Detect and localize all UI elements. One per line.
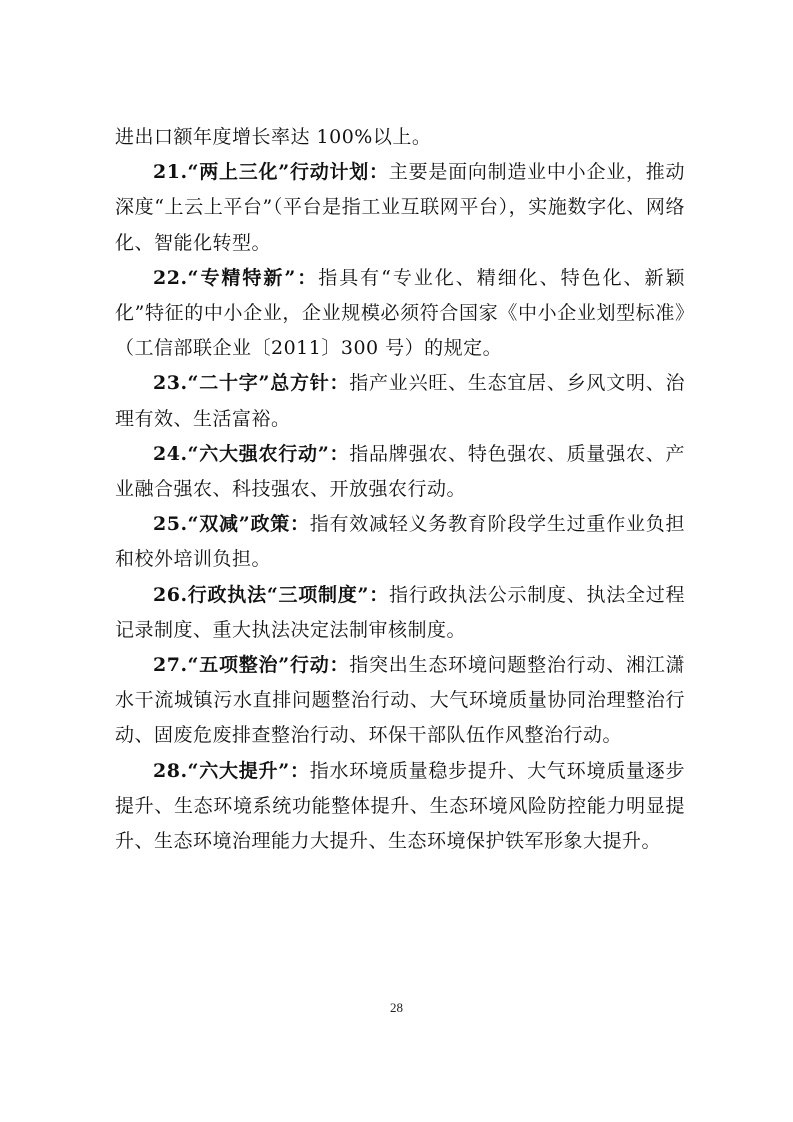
- glossary-definition: 指行政执法公示制度、执法全过程记录制度、重大执法决定法制审核制度。: [115, 583, 685, 641]
- glossary-term: 21.“两上三化”行动计划：: [153, 161, 389, 184]
- glossary-definition: 指品牌强农、特色强农、质量强农、产业融合强农、科技强农、开放强农行动。: [115, 442, 685, 501]
- glossary-item-28: [115, 754, 685, 860]
- glossary-term: 23.“二十字”总方针：: [153, 372, 350, 395]
- glossary-term: 25.“双减”政策：: [153, 513, 310, 536]
- glossary-item-23: [115, 366, 685, 436]
- glossary-definition: 指产业兴旺、生态宜居、乡风文明、治理有效、生活富裕。: [115, 372, 685, 430]
- glossary-item-21: [115, 155, 685, 261]
- lead-paragraph: 进出口额年度增长率达 100%以上。: [115, 126, 432, 148]
- glossary-term: 26.行政执法“三项制度”：: [153, 583, 389, 606]
- glossary-definition: 指突出生态环境问题整治行动、湘江潇水干流城镇污水直排问题整治行动、大气环境质量协同治理整治行动、固废危废排查整治行动、环保干部队伍作风整治行动。: [115, 654, 685, 747]
- glossary-term: 24.“六大强农行动”：: [153, 442, 350, 465]
- document-body: [115, 120, 685, 859]
- glossary-item-26: [115, 578, 685, 648]
- page-number: 28: [390, 1000, 403, 1015]
- glossary-item-27: [115, 648, 685, 754]
- glossary-item-22: [115, 261, 685, 367]
- glossary-definition: 指具有“专业化、精细化、特色化、新颖化”特征的中小企业，企业规模必须符合国家《中小企业划型标准》（工信部联企业〔2011〕300 号）的规定。: [115, 266, 685, 360]
- glossary-definition: 指有效减轻义务教育阶段学生过重作业负担和校外培训负担。: [115, 513, 685, 571]
- glossary-item-25: [115, 507, 685, 577]
- glossary-term: 22.“专精特新”：: [153, 266, 319, 289]
- glossary-term: 28.“六大提升”：: [153, 759, 310, 782]
- glossary-definition: 指水环境质量稳步提升、大气环境质量逐步提升、生态环境系统功能整体提升、生态环境风险防控能力明显提升、生态环境治理能力大提升、生态环境保护铁军形象大提升。: [115, 759, 685, 853]
- glossary-term: 27.“五项整治”行动：: [153, 654, 350, 677]
- glossary-item-24: [115, 437, 685, 507]
- glossary-definition: 主要是面向制造业中小企业，推动深度“上云上平台”（平台是指工业互联网平台），实施数字化、网络化、智能化转型。: [115, 161, 685, 254]
